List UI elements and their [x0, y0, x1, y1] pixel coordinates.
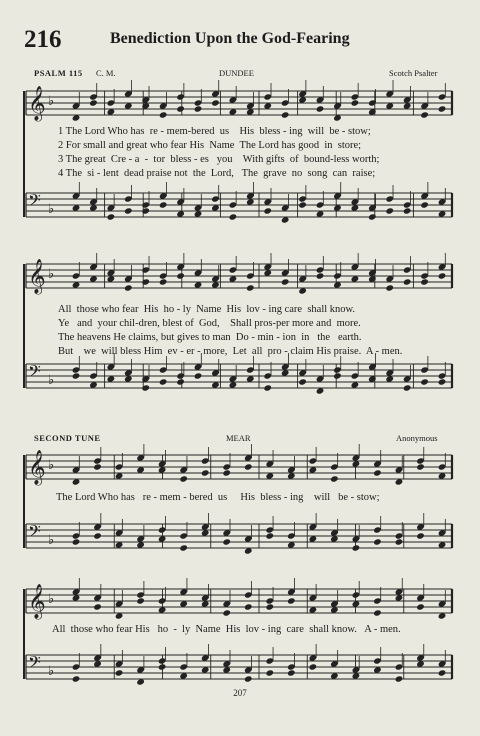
note-head	[420, 378, 429, 385]
second-tune-line-1: The Lord Who has re - mem - bered us His bless - ing will be - stow;	[56, 492, 380, 503]
note-head	[438, 378, 447, 385]
note-head	[395, 675, 404, 682]
note-head	[385, 284, 394, 291]
note-head	[72, 538, 81, 545]
flat-icon: ♭	[48, 94, 55, 109]
note-head	[298, 201, 307, 208]
flat-icon: ♭	[48, 664, 55, 679]
note-head	[222, 609, 231, 616]
note-head	[309, 663, 318, 670]
note-head	[281, 111, 290, 118]
flat-icon: ♭	[48, 267, 55, 282]
note-head	[244, 603, 253, 610]
note-head	[330, 475, 339, 482]
note-head	[333, 372, 342, 379]
note-head	[201, 469, 210, 476]
note-head	[179, 475, 188, 482]
note-head	[93, 532, 102, 539]
note-head	[416, 463, 425, 470]
note-head	[403, 278, 412, 285]
note-head	[124, 207, 133, 214]
note-head	[176, 378, 185, 385]
note-head	[222, 469, 231, 476]
note-head	[159, 378, 168, 385]
note-head	[438, 105, 447, 112]
note-head	[420, 111, 429, 118]
note-head	[194, 105, 203, 112]
bass-clef-icon: 𝄢	[28, 190, 41, 214]
note-head	[416, 532, 425, 539]
hymn-number: 216	[24, 26, 62, 53]
bass-clef-icon: 𝄢	[28, 652, 41, 676]
note-head	[373, 609, 382, 616]
note-head	[211, 99, 220, 106]
treble-clef-icon: 𝄞	[28, 86, 46, 121]
note-head	[141, 278, 150, 285]
note-head	[373, 469, 382, 476]
note-head	[176, 272, 185, 279]
treble-clef-icon: 𝄞	[28, 450, 46, 485]
note-head	[263, 207, 272, 214]
note-head	[93, 603, 102, 610]
hymn-title: Benediction Upon the God-Fearing	[110, 30, 350, 47]
note-head	[395, 538, 404, 545]
note-head	[263, 384, 272, 391]
note-head	[385, 207, 394, 214]
note-head	[316, 105, 325, 112]
verse-1-line-1: 1 The Lord Who has re - mem-bered us His bless - ing will be - stow;	[58, 126, 371, 137]
verse-3-line-2: The heavens He claims, but gives to man Do - min - ion in the earth.	[58, 332, 362, 343]
tune-name-mear: MEAR	[226, 433, 251, 443]
flat-icon: ♭	[48, 458, 55, 473]
note-head	[420, 201, 429, 208]
note-head	[403, 207, 412, 214]
note-head	[373, 538, 382, 545]
verse-4-line-2: But we will bless Him ev - er - more, Let all pro - claim His praise. A - men.	[58, 346, 403, 357]
meter: C. M.	[96, 68, 116, 78]
note-head	[93, 463, 102, 470]
flat-icon: ♭	[48, 373, 55, 388]
note-head	[141, 207, 150, 214]
note-head	[244, 675, 253, 682]
verse-3-line-1: 3 The great Cre - a - tor bless - es you With gifts of bound-less worth;	[58, 154, 380, 165]
verse-1-line-2: All those who fear His ho - ly Name His lov - ing care shall know.	[58, 304, 356, 315]
note-head	[351, 99, 360, 106]
note-head	[89, 99, 98, 106]
note-head	[265, 532, 274, 539]
second-tune-line-2: All those who fear His ho - ly Name His lov - ing care shall know. A - men.	[52, 624, 401, 635]
note-head	[244, 463, 253, 470]
note-head	[281, 278, 290, 285]
note-head	[124, 284, 133, 291]
note-head	[287, 597, 296, 604]
note-head	[72, 372, 81, 379]
second-tune-label: SECOND TUNE	[34, 433, 101, 443]
note-head	[352, 544, 361, 551]
flat-icon: ♭	[48, 592, 55, 607]
note-head	[158, 663, 167, 670]
note-head	[194, 372, 203, 379]
bass-clef-icon: 𝄢	[28, 361, 41, 385]
note-head	[420, 278, 429, 285]
note-head	[159, 201, 168, 208]
note-head	[229, 213, 238, 220]
flat-icon: ♭	[48, 202, 55, 217]
note-head	[298, 378, 307, 385]
note-head	[222, 538, 231, 545]
note-head	[416, 603, 425, 610]
note-head	[159, 111, 168, 118]
verse-2-line-2: Ye and your chil-dren, blest of God, Shall pros-per more and more.	[58, 318, 361, 329]
note-head	[136, 597, 145, 604]
note-head	[287, 669, 296, 676]
tune-source-scotch-psalter: Scotch Psalter	[389, 68, 438, 78]
flat-icon: ♭	[48, 533, 55, 548]
note-head	[141, 384, 150, 391]
psalm-reference: PSALM 115	[34, 68, 83, 78]
note-head	[368, 213, 377, 220]
note-head	[115, 669, 124, 676]
page-number: 207	[233, 688, 247, 698]
bass-clef-icon: 𝄢	[28, 521, 41, 545]
note-head	[438, 669, 447, 676]
note-head	[159, 278, 168, 285]
note-head	[438, 272, 447, 279]
note-head	[265, 603, 274, 610]
note-head	[72, 675, 81, 682]
treble-clef-icon: 𝄞	[28, 259, 46, 294]
verse-2-line-1: 2 For small and great who fear His Name The Lord has good in store;	[58, 140, 362, 151]
tune-name-dundee: DUNDEE	[219, 68, 254, 78]
note-head	[316, 272, 325, 279]
note-head	[179, 544, 188, 551]
verse-4-line-1: 4 The si - lent dead praise not the Lord, The grave no song can raise;	[58, 168, 376, 179]
note-head	[107, 213, 116, 220]
note-head	[246, 284, 255, 291]
note-head	[403, 384, 412, 391]
tune-source-anonymous: Anonymous	[396, 433, 438, 443]
note-head	[176, 105, 185, 112]
treble-clef-icon: 𝄞	[28, 584, 46, 619]
note-head	[265, 669, 274, 676]
